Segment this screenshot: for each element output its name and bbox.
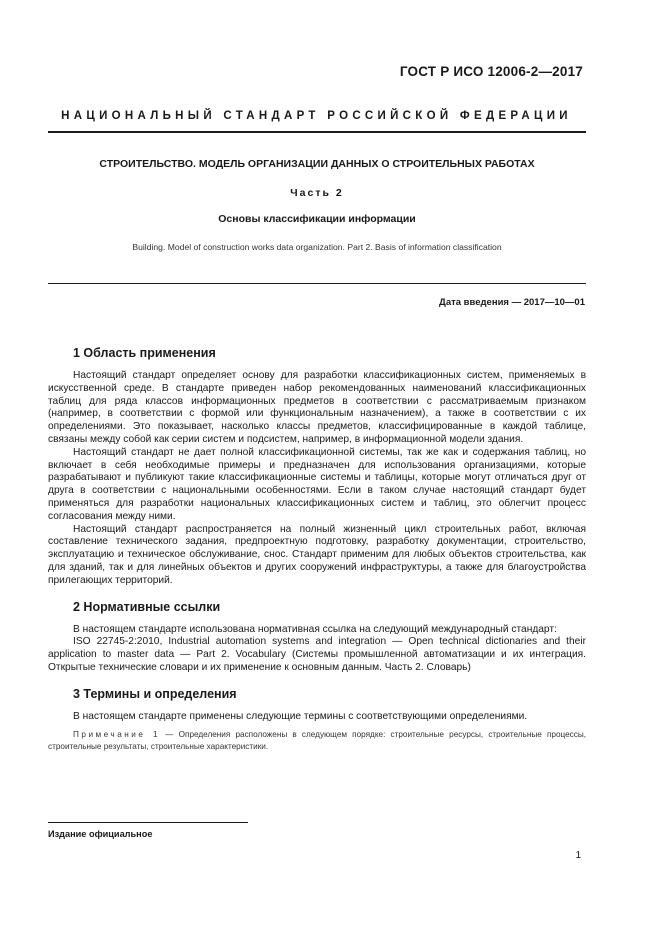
- official-edition-label: Издание официальное: [48, 829, 153, 839]
- section-heading: 3 Термины и определения: [73, 686, 237, 701]
- document-body: [48, 346, 586, 754]
- paragraph: В настоящем стандарте использована нормативная ссылка на следующий международный стандарт:: [73, 623, 557, 635]
- note-text: — Определения расположены в следующем порядке: строительные ресурсы, строительные процессы, строительные результаты, строительные характеристики.: [48, 729, 586, 752]
- middle-rule: [48, 283, 586, 284]
- paragraph: Настоящий стандарт не дает полной классификационной системы, так же как и содержания таблиц, но включает в себя необходимые примеры и предназначен для использования организациями, которые разрабатывают и публикуют такие классификационные системы и таблицы, которые могут отличаться друг от друга в соответствии с национальными особенностями. Если в таком случае настоящий стандарт будет применяться для разработки национальных классификационных систем и таблиц, это облегчит процесс согласования между ними.: [48, 446, 586, 522]
- paragraph: В настоящем стандарте применены следующие термины с соответствующими определениями.: [73, 710, 528, 722]
- introduction-date: Дата введения — 2017—10—01: [439, 297, 585, 308]
- paragraph: Настоящий стандарт распространяется на полный жизненный цикл строительных работ, включая составление технического задания, предпроектную подготовку, разработку документации, строительство, эксплуатацию и техническое обслуживание, снос. Стандарт применим для любых объектов строительства, как для зданий, так и для линейных объектов и других сооружений инфраструктуры, а также для благоустройства прилегающих территорий.: [48, 523, 586, 586]
- section-normative-references: [48, 600, 586, 675]
- section-heading: 1 Область применения: [73, 346, 216, 360]
- paragraph: ISO 22745-2:2010, Industrial automation systems and integration — Open technical dictionaries and their application to master data — Part 2. Vocabulary (Системы промышленной автоматизации и их интеграция. Открытые технические словари и их применение к основным данным. Часть 2. Словарь): [48, 636, 586, 673]
- note: [48, 729, 586, 754]
- section-heading: 2 Нормативные ссылки: [73, 599, 221, 614]
- part-label: Часть 2: [290, 187, 344, 199]
- gost-code: ГОСТ Р ИСО 12006-2—2017: [399, 64, 583, 79]
- page-number: 1: [575, 850, 581, 861]
- section-terms-definitions: [48, 687, 586, 754]
- top-rule: [48, 131, 586, 133]
- paragraph: Настоящий стандарт определяет основу для разработки классификационных систем, применяемых в искусственной среде. В стандарте приведен набор рекомендованных наименований классификационных таблиц для ряда классов информационных предметов в соответствии с рассматриваемым признаком (например, в соответствии с формой или функциональным назначением), а также в соответствии с их определениями. Это показывает, насколько классы предметов, классифицированные в каждой таблице, связаны между собой как серии систем и подсистем, например, в информационной модели здания.: [48, 370, 586, 445]
- section-scope: [48, 346, 586, 588]
- note-label: Примечание 1: [73, 729, 161, 739]
- document-title: СТРОИТЕЛЬСТВО. МОДЕЛЬ ОРГАНИЗАЦИИ ДАННЫХ О СТРОИТЕЛЬНЫХ РАБОТАХ: [99, 158, 535, 170]
- english-title: Building. Model of construction works data organization. Part 2. Basis of information classification: [132, 242, 502, 252]
- footer-rule: [48, 822, 248, 823]
- document-subtitle: Основы классификации информации: [218, 213, 416, 225]
- national-standard-heading: НАЦИОНАЛЬНЫЙ СТАНДАРТ РОССИЙСКОЙ ФЕДЕРАЦИИ: [61, 110, 572, 122]
